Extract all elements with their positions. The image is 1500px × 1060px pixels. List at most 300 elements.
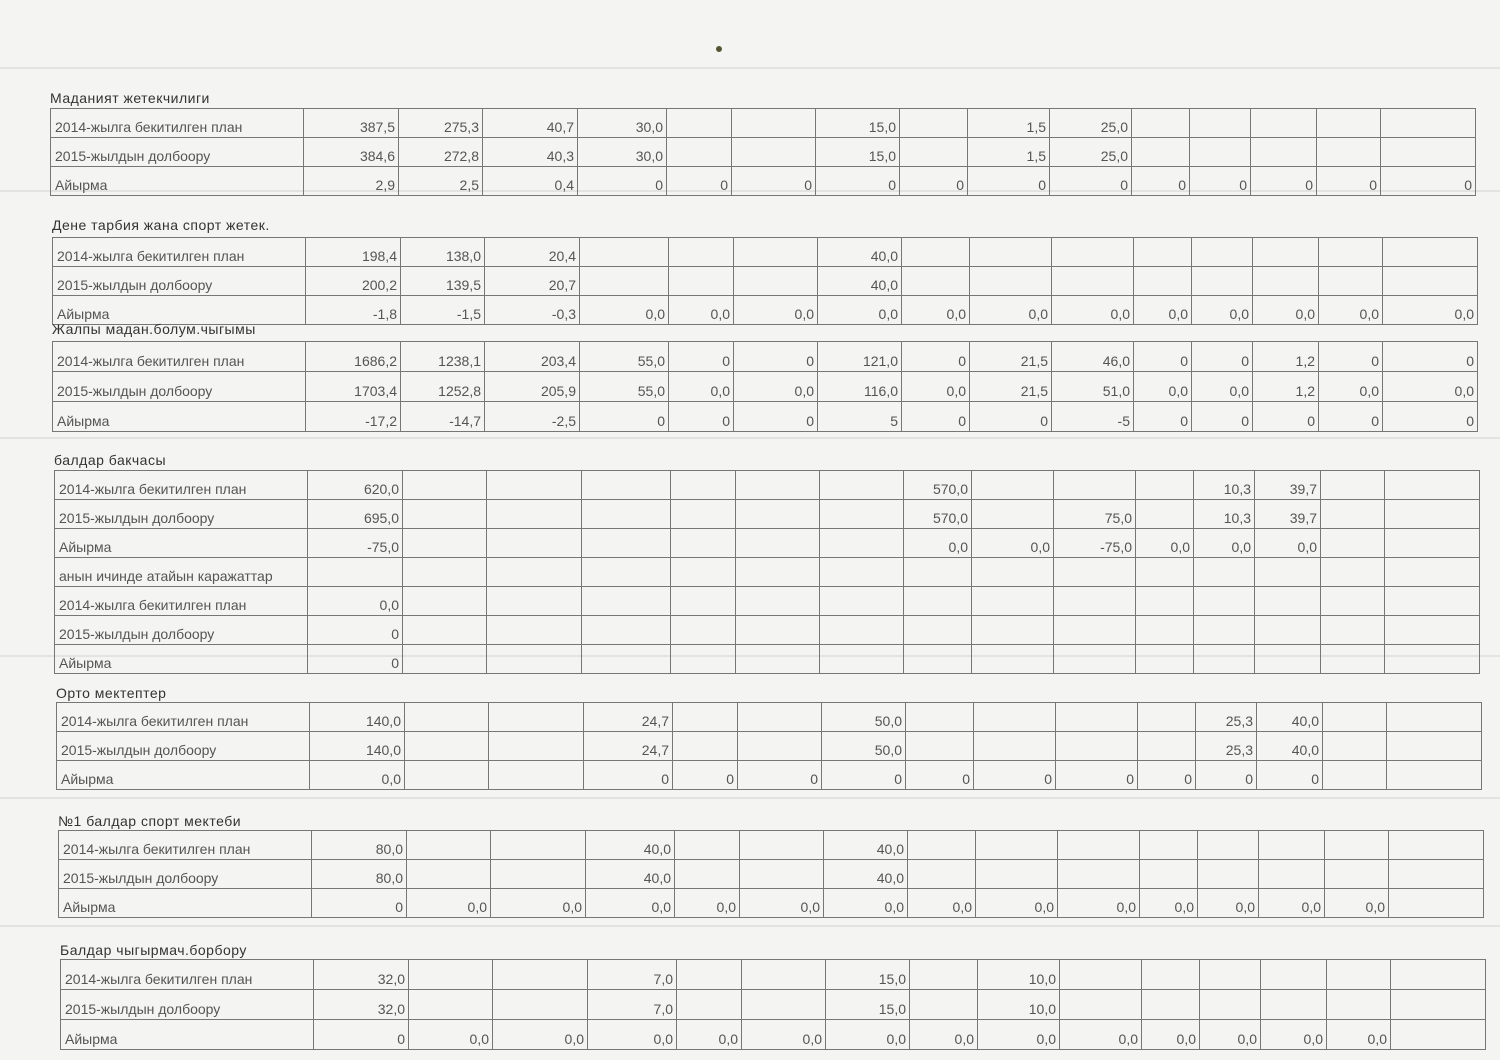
value-cell: 30,0	[578, 109, 667, 138]
table-row	[59, 860, 1484, 889]
value-cell: 0,0	[740, 889, 824, 918]
value-cell: 0	[578, 167, 667, 196]
value-cell: 0	[1383, 402, 1478, 432]
row-label: Айырма	[59, 889, 312, 918]
value-cell	[1138, 732, 1196, 761]
value-cell	[582, 558, 671, 587]
value-cell	[736, 645, 820, 674]
value-cell	[972, 616, 1054, 645]
value-cell	[489, 703, 584, 732]
value-cell: 0	[974, 761, 1056, 790]
value-cell: 51,0	[1052, 372, 1134, 402]
value-cell	[1192, 267, 1253, 296]
value-cell: 0	[902, 342, 970, 372]
value-cell	[736, 587, 820, 616]
value-cell	[1319, 238, 1383, 267]
value-cell: 0,0	[1327, 1020, 1391, 1050]
value-cell	[403, 500, 487, 529]
value-cell: 0,0	[978, 1020, 1060, 1050]
value-cell	[1321, 529, 1385, 558]
table-row	[53, 342, 1478, 372]
value-cell	[904, 587, 972, 616]
value-cell: 0,0	[669, 296, 734, 325]
value-cell: 0,0	[734, 296, 818, 325]
row-label: 2014-жылга бекитилген план	[53, 238, 306, 267]
value-cell: 0,0	[824, 889, 908, 918]
value-cell: 40,7	[483, 109, 578, 138]
value-cell: 0	[970, 402, 1052, 432]
value-cell: 0	[1381, 167, 1476, 196]
value-cell: 138,0	[401, 238, 485, 267]
value-cell: 0,0	[677, 1020, 742, 1050]
table-row	[53, 296, 1478, 325]
value-cell	[1200, 960, 1261, 990]
value-cell	[1194, 558, 1255, 587]
value-cell: 0,0	[972, 529, 1054, 558]
value-cell: -14,7	[401, 402, 485, 432]
value-cell	[820, 645, 904, 674]
value-cell	[671, 616, 736, 645]
value-cell: 0	[1251, 167, 1317, 196]
value-cell: 0,0	[675, 889, 740, 918]
value-cell	[1052, 267, 1134, 296]
value-cell: 20,7	[485, 267, 580, 296]
value-cell	[900, 138, 968, 167]
value-cell	[1198, 860, 1259, 889]
value-cell	[671, 587, 736, 616]
table-row	[59, 831, 1484, 860]
value-cell: 25,3	[1196, 732, 1257, 761]
value-cell	[1200, 990, 1261, 1020]
value-cell: 0	[1257, 761, 1323, 790]
row-label: Айырма	[55, 645, 308, 674]
value-cell	[582, 587, 671, 616]
value-cell: 55,0	[580, 342, 669, 372]
value-cell: 0	[1134, 402, 1192, 432]
value-cell	[1192, 238, 1253, 267]
value-cell	[910, 960, 978, 990]
value-cell: 40,0	[586, 860, 675, 889]
value-cell	[736, 558, 820, 587]
value-cell	[736, 616, 820, 645]
value-cell	[738, 703, 822, 732]
value-cell: 0,0	[669, 372, 734, 402]
value-cell: 40,0	[818, 267, 902, 296]
value-cell	[1136, 616, 1194, 645]
value-cell	[673, 703, 738, 732]
value-cell: 0	[314, 1020, 409, 1050]
table-row	[55, 587, 1480, 616]
value-cell: 0,0	[1142, 1020, 1200, 1050]
value-cell: 1703,4	[306, 372, 401, 402]
value-cell	[487, 471, 582, 500]
value-cell	[908, 831, 976, 860]
section-table	[60, 959, 1486, 1050]
value-cell	[1259, 831, 1325, 860]
value-cell	[1321, 500, 1385, 529]
value-cell: 0,0	[1192, 296, 1253, 325]
value-cell	[489, 732, 584, 761]
value-cell: 1238,1	[401, 342, 485, 372]
section-table	[52, 341, 1478, 432]
value-cell	[675, 831, 740, 860]
value-cell: 0,0	[1253, 296, 1319, 325]
value-cell	[1259, 860, 1325, 889]
value-cell: 0,0	[1058, 889, 1140, 918]
value-cell	[976, 860, 1058, 889]
value-cell: 121,0	[818, 342, 902, 372]
value-cell: 0	[906, 761, 974, 790]
value-cell	[403, 587, 487, 616]
value-cell: 0,0	[1198, 889, 1259, 918]
value-cell: 75,0	[1054, 500, 1136, 529]
value-cell: 32,0	[314, 960, 409, 990]
value-cell	[904, 558, 972, 587]
value-cell	[675, 860, 740, 889]
value-cell: 0	[738, 761, 822, 790]
value-cell: 0,0	[904, 529, 972, 558]
value-cell	[1391, 960, 1486, 990]
value-cell: 24,7	[584, 732, 673, 761]
table-row	[53, 372, 1478, 402]
value-cell	[1251, 138, 1317, 167]
value-cell: 620,0	[308, 471, 403, 500]
value-cell	[976, 831, 1058, 860]
value-cell	[1321, 587, 1385, 616]
table-row	[51, 138, 1476, 167]
value-cell	[491, 860, 586, 889]
value-cell	[667, 109, 732, 138]
value-cell: 0,4	[483, 167, 578, 196]
row-label: 2014-жылга бекитилген план	[57, 703, 310, 732]
value-cell	[1056, 732, 1138, 761]
value-cell: 275,3	[399, 109, 483, 138]
value-cell	[1134, 238, 1192, 267]
value-cell	[1140, 831, 1198, 860]
section-title: Орто мектептер	[56, 685, 167, 701]
value-cell: 15,0	[816, 109, 900, 138]
table-row	[55, 616, 1480, 645]
table-row	[51, 167, 1476, 196]
value-cell	[407, 831, 491, 860]
value-cell: 0,0	[902, 372, 970, 402]
value-cell: 1,5	[968, 109, 1050, 138]
value-cell: 0	[968, 167, 1050, 196]
table-row	[51, 109, 1476, 138]
value-cell: 21,5	[970, 342, 1052, 372]
value-cell	[820, 616, 904, 645]
value-cell: 0,0	[910, 1020, 978, 1050]
value-cell: 0	[1134, 342, 1192, 372]
value-cell	[403, 471, 487, 500]
row-label: Айырма	[57, 761, 310, 790]
value-cell	[667, 138, 732, 167]
value-cell: 570,0	[904, 471, 972, 500]
value-cell: 0	[1190, 167, 1251, 196]
section-title: Жалпы мадан.болум.чыгымы	[52, 321, 256, 337]
value-cell: 140,0	[310, 732, 405, 761]
value-cell	[1253, 238, 1319, 267]
row-label: Айырма	[53, 402, 306, 432]
value-cell: 1,2	[1253, 342, 1319, 372]
value-cell	[487, 587, 582, 616]
value-cell	[1054, 558, 1136, 587]
value-cell: 0,0	[1261, 1020, 1327, 1050]
table-row	[55, 500, 1480, 529]
value-cell	[820, 558, 904, 587]
value-cell	[820, 500, 904, 529]
value-cell	[1327, 960, 1391, 990]
value-cell	[582, 500, 671, 529]
value-cell	[1136, 645, 1194, 674]
value-cell: 15,0	[816, 138, 900, 167]
value-cell	[1261, 990, 1327, 1020]
value-cell: 0	[669, 342, 734, 372]
value-cell: 1252,8	[401, 372, 485, 402]
value-cell	[487, 500, 582, 529]
value-cell	[1190, 109, 1251, 138]
value-cell: 30,0	[578, 138, 667, 167]
value-cell: 384,6	[304, 138, 399, 167]
value-cell	[734, 238, 818, 267]
value-cell: 0,0	[1060, 1020, 1142, 1050]
table-row	[53, 238, 1478, 267]
value-cell: -75,0	[308, 529, 403, 558]
section-table	[50, 108, 1476, 196]
value-cell: 1686,2	[306, 342, 401, 372]
value-cell	[671, 529, 736, 558]
value-cell	[1317, 109, 1381, 138]
value-cell: 0	[900, 167, 968, 196]
value-cell: 25,0	[1050, 138, 1132, 167]
value-cell	[403, 645, 487, 674]
value-cell: 0,0	[588, 1020, 677, 1050]
value-cell: 0,0	[1200, 1020, 1261, 1050]
value-cell	[582, 529, 671, 558]
value-cell: 40,0	[1257, 703, 1323, 732]
value-cell	[1140, 860, 1198, 889]
value-cell	[671, 645, 736, 674]
row-label: 2014-жылга бекитилген план	[61, 960, 314, 990]
value-cell: 0	[1192, 402, 1253, 432]
value-cell	[736, 529, 820, 558]
value-cell	[900, 109, 968, 138]
value-cell: 0	[734, 402, 818, 432]
value-cell	[1385, 471, 1480, 500]
value-cell	[1387, 761, 1482, 790]
value-cell: 0,0	[970, 296, 1052, 325]
value-cell	[1385, 529, 1480, 558]
value-cell	[403, 529, 487, 558]
value-cell	[1381, 138, 1476, 167]
value-cell	[972, 645, 1054, 674]
section-table	[54, 470, 1480, 674]
value-cell: 40,0	[1257, 732, 1323, 761]
value-cell	[582, 616, 671, 645]
value-cell: -1,8	[306, 296, 401, 325]
table-row	[53, 402, 1478, 432]
value-cell	[1194, 645, 1255, 674]
value-cell: 0	[308, 645, 403, 674]
value-cell	[820, 529, 904, 558]
value-cell	[580, 267, 669, 296]
value-cell: 40,0	[824, 831, 908, 860]
value-cell	[673, 732, 738, 761]
value-cell	[1142, 990, 1200, 1020]
value-cell	[582, 645, 671, 674]
value-cell: 0,0	[1319, 296, 1383, 325]
value-cell	[740, 831, 824, 860]
value-cell: 0	[312, 889, 407, 918]
value-cell: 0,0	[1052, 296, 1134, 325]
value-cell	[403, 616, 487, 645]
row-label: Айырма	[55, 529, 308, 558]
value-cell	[407, 860, 491, 889]
value-cell: 0,0	[1136, 529, 1194, 558]
value-cell: 695,0	[308, 500, 403, 529]
value-cell: 0,0	[826, 1020, 910, 1050]
value-cell	[1060, 990, 1142, 1020]
value-cell	[1323, 732, 1387, 761]
value-cell: 2,9	[304, 167, 399, 196]
value-cell: 10,0	[978, 990, 1060, 1020]
value-cell	[738, 732, 822, 761]
value-cell	[403, 558, 487, 587]
value-cell: 25,3	[1196, 703, 1257, 732]
value-cell	[677, 990, 742, 1020]
value-cell: 0,0	[1383, 372, 1478, 402]
value-cell: 570,0	[904, 500, 972, 529]
value-cell: 39,7	[1255, 471, 1321, 500]
value-cell: 1,5	[968, 138, 1050, 167]
value-cell: 0	[1196, 761, 1257, 790]
value-cell	[736, 500, 820, 529]
value-cell: 15,0	[826, 960, 910, 990]
value-cell: 15,0	[826, 990, 910, 1020]
value-cell	[1134, 267, 1192, 296]
value-cell	[1198, 831, 1259, 860]
value-cell	[908, 860, 976, 889]
value-cell: -2,5	[485, 402, 580, 432]
value-cell	[1136, 500, 1194, 529]
value-cell	[1054, 471, 1136, 500]
value-cell: 10,3	[1194, 500, 1255, 529]
value-cell	[1387, 703, 1482, 732]
value-cell	[902, 238, 970, 267]
value-cell	[1251, 109, 1317, 138]
value-cell	[904, 645, 972, 674]
value-cell: 0	[1192, 342, 1253, 372]
value-cell: 0,0	[1134, 296, 1192, 325]
value-cell	[1321, 558, 1385, 587]
value-cell: 40,0	[824, 860, 908, 889]
value-cell: 0,0	[308, 587, 403, 616]
value-cell: 2,5	[399, 167, 483, 196]
section-table	[56, 702, 1482, 790]
value-cell: 40,0	[818, 238, 902, 267]
value-cell: 0,0	[586, 889, 675, 918]
value-cell: 0,0	[1140, 889, 1198, 918]
value-cell: 80,0	[312, 831, 407, 860]
value-cell	[1327, 990, 1391, 1020]
value-cell: -17,2	[306, 402, 401, 432]
value-cell: 21,5	[970, 372, 1052, 402]
value-cell	[671, 471, 736, 500]
value-cell: 10,3	[1194, 471, 1255, 500]
table-row	[55, 558, 1480, 587]
value-cell: 25,0	[1050, 109, 1132, 138]
value-cell	[740, 860, 824, 889]
row-label: 2015-жылдын долбоору	[53, 372, 306, 402]
value-cell: 0,0	[908, 889, 976, 918]
value-cell: 0	[902, 402, 970, 432]
value-cell	[974, 732, 1056, 761]
value-cell	[1385, 587, 1480, 616]
row-label: 2015-жылдын долбоору	[51, 138, 304, 167]
value-cell	[1058, 860, 1140, 889]
value-cell: 0	[1050, 167, 1132, 196]
value-cell: 116,0	[818, 372, 902, 402]
value-cell	[493, 990, 588, 1020]
value-cell	[970, 238, 1052, 267]
value-cell	[677, 960, 742, 990]
ink-speck	[716, 46, 722, 52]
value-cell: 205,9	[485, 372, 580, 402]
value-cell	[405, 703, 489, 732]
row-label: Айырма	[61, 1020, 314, 1050]
value-cell	[1255, 616, 1321, 645]
value-cell	[906, 732, 974, 761]
value-cell	[487, 558, 582, 587]
value-cell: 0	[669, 402, 734, 432]
value-cell	[1391, 1020, 1486, 1050]
row-label: Айырма	[51, 167, 304, 196]
value-cell	[820, 587, 904, 616]
value-cell	[1261, 960, 1327, 990]
table-row	[61, 960, 1486, 990]
table-row	[57, 732, 1482, 761]
value-cell	[671, 500, 736, 529]
value-cell	[904, 616, 972, 645]
value-cell: 200,2	[306, 267, 401, 296]
row-label: 2015-жылдын долбоору	[59, 860, 312, 889]
row-label: 2014-жылга бекитилген план	[51, 109, 304, 138]
value-cell	[1389, 860, 1484, 889]
row-label: Айырма	[53, 296, 306, 325]
value-cell: 0	[580, 402, 669, 432]
value-cell	[1389, 831, 1484, 860]
value-cell	[669, 238, 734, 267]
value-cell: 5	[818, 402, 902, 432]
value-cell	[820, 471, 904, 500]
value-cell	[1255, 558, 1321, 587]
value-cell	[1132, 109, 1190, 138]
value-cell	[1136, 471, 1194, 500]
value-cell	[732, 109, 816, 138]
value-cell	[405, 761, 489, 790]
value-cell	[1325, 860, 1389, 889]
value-cell: 0,0	[734, 372, 818, 402]
value-cell: 0	[732, 167, 816, 196]
value-cell	[906, 703, 974, 732]
value-cell	[1255, 587, 1321, 616]
value-cell	[1319, 267, 1383, 296]
value-cell	[972, 558, 1054, 587]
row-label: 2015-жылдын долбоору	[55, 616, 308, 645]
value-cell: 40,3	[483, 138, 578, 167]
value-cell: 0,0	[409, 1020, 493, 1050]
value-cell	[1138, 703, 1196, 732]
